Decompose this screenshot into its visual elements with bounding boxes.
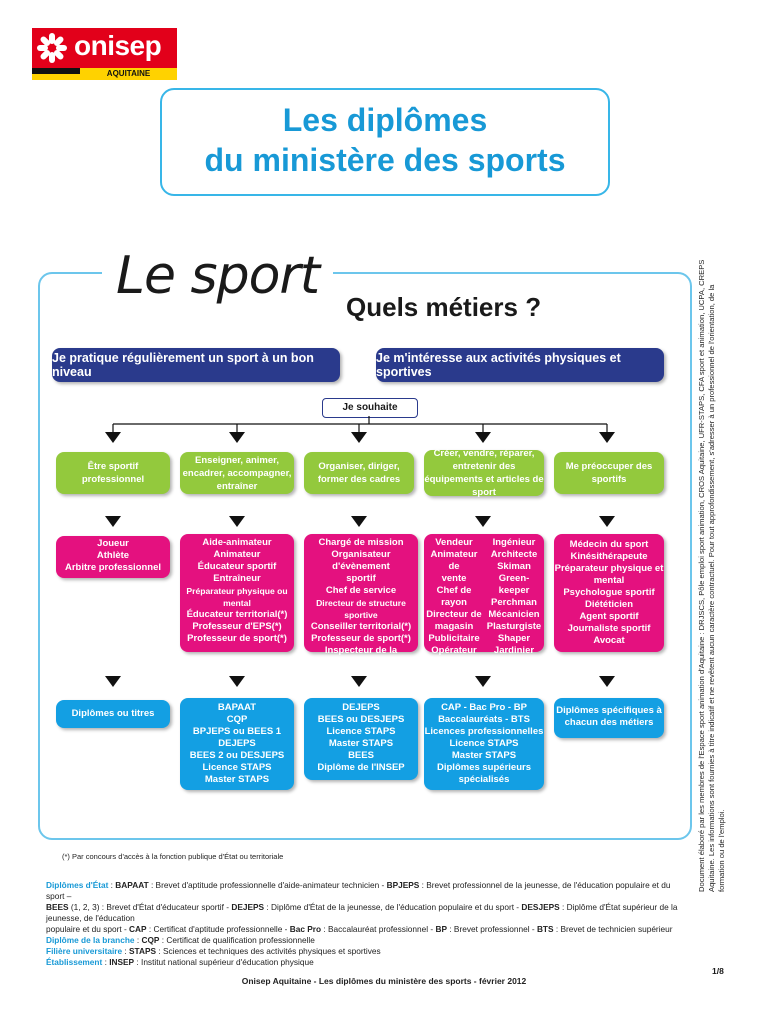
diplomas-equipment [424, 698, 544, 790]
job-item: et des sports(*) [326, 669, 396, 680]
connector-lines [0, 0, 768, 460]
logo-region: AQUITAINE [106, 69, 151, 78]
job-item: Directeur de structure sportive [316, 598, 406, 620]
arrow-down-icon [105, 432, 121, 443]
glossary-term: STAPS [129, 946, 157, 956]
glossary-term: BTS [536, 924, 554, 934]
glossary-def: : Certificat de qualification professionnelle [159, 935, 315, 945]
arrow-down-icon [599, 432, 615, 443]
arrow-down-icon [229, 676, 245, 687]
glossary-sep: : [134, 935, 142, 945]
job-item: Skiman [497, 561, 531, 572]
diploma-item: Diplôme de l'INSEP [317, 762, 405, 773]
goal-teach-coach: Enseigner, animer, encadrer, accompagner, entraîner [180, 452, 294, 494]
arrow-down-icon [351, 432, 367, 443]
diplomas-specific [554, 698, 664, 738]
job-item: Organisateur d'évènement [331, 549, 391, 572]
glossary-term: BEES [46, 902, 69, 912]
glossary-term: BPJEPS [386, 880, 420, 890]
job-item: Plasturgiste [486, 621, 542, 632]
diploma-item: Diplômes supérieurs [437, 762, 531, 773]
diploma-item: chacun des métiers [564, 717, 654, 728]
glossary-def: : Brevet d'aptitude professionnelle d'aide-animateur technicien - [148, 880, 387, 890]
glossary-def: : Institut national supérieur d'éducation physique [134, 957, 314, 967]
glossary-def: : Baccalauréat professionnel - [321, 924, 436, 934]
job-item: Green-keeper [498, 573, 530, 596]
diploma-item: BAPAAT [217, 702, 257, 713]
glossary-term: DESJEPS [521, 902, 560, 912]
job-item: Shaper [497, 633, 531, 644]
job-item: Chef de service [325, 585, 397, 596]
job-item: Préparateur physique ou mental [186, 586, 288, 608]
goal-pro-athlete: Être sportif professionnel [56, 452, 170, 494]
job-item: Chargé de mission [318, 537, 404, 548]
glossary-term: Bac Pro [289, 924, 322, 934]
job-item: Chef de rayon [436, 585, 472, 608]
goal-care-athletes: Me préoccuper des sportifs [554, 452, 664, 494]
diploma-item: DEJEPS [218, 738, 256, 749]
job-item: Journaliste sportif [567, 623, 651, 634]
job-item: Diététicien [584, 599, 634, 610]
diploma-item: Master STAPS [328, 738, 394, 749]
page-footer: Onisep Aquitaine - Les diplômes du ministère des sports - février 2012 [241, 976, 527, 986]
job-item: Ingénieur [492, 537, 536, 548]
page-number: 1/8 [712, 966, 724, 976]
job-item: Architecte [490, 549, 538, 560]
arrow-down-icon [599, 676, 615, 687]
job-item: Vendeur [435, 537, 473, 548]
diplomas-management [304, 698, 418, 780]
job-item: Entraîneur [213, 573, 261, 584]
goal-organize-manage: Organiser, diriger, former des cadres [304, 452, 414, 494]
glossary-term: BAPAAT [115, 880, 149, 890]
glossary-def: : Brevet professionnel de la jeunesse, de l'éducation populaire et du sport – [46, 880, 671, 901]
diploma-item: BEES 2 ou DESJEPS [189, 750, 285, 761]
job-item: Professeur de sport(*) [311, 633, 411, 644]
job-item: Kinésithérapeute [570, 551, 648, 562]
job-item: mental [593, 575, 625, 586]
wish-label: Je souhaite [322, 398, 418, 418]
job-item: Conseiller territorial(*) [310, 621, 412, 632]
path-practice-sport: Je pratique régulièrement un sport à un bon niveau [52, 348, 340, 382]
jobs-list-teaching [180, 534, 294, 652]
diploma-item: spécialisés [458, 774, 510, 785]
job-item: Publicitaire [428, 633, 480, 644]
arrow-down-icon [229, 516, 245, 527]
arrow-down-icon [475, 676, 491, 687]
job-item: Préparateur physique et [554, 563, 664, 574]
glossary-def: : Diplôme d'État de la jeunesse, de l'éducation populaire et du sport - [264, 902, 522, 912]
diploma-item: DEJEPS [342, 702, 380, 713]
diploma-item: BEES [348, 750, 374, 761]
job-item: Agent sportif [579, 611, 639, 622]
diploma-item: BEES ou DESJEPS [317, 714, 405, 725]
job-item: Éducateur sportif [197, 561, 277, 572]
job-item: Professeur de sport(*) [187, 633, 287, 644]
diploma-item: Licence STAPS [202, 762, 272, 773]
diploma-item: BPJEPS ou BEES 1 [192, 726, 282, 737]
job-item: Animateur de [430, 549, 478, 572]
arrow-down-icon [229, 432, 245, 443]
job-item: vente [441, 573, 467, 584]
job-item: Éducateur territorial(*) [186, 609, 288, 620]
jobs-list-equipment [424, 534, 544, 668]
arrow-down-icon [475, 516, 491, 527]
glossary-term: CAP [129, 924, 147, 934]
logo-brand: onisep [74, 30, 162, 61]
glossary-sep: : [122, 946, 130, 956]
job-item: Aide-animateur [202, 537, 272, 548]
job-item: sportif [346, 573, 376, 584]
job-item: Jardinier [493, 645, 535, 656]
jobs-list-athlete [56, 536, 170, 578]
glossary [46, 880, 682, 968]
glossary-term: INSEP [109, 957, 135, 967]
job-item: Avocat [593, 635, 625, 646]
diploma-item: CAP - Bac Pro - BP [441, 702, 527, 713]
glossary-sep: : [108, 880, 116, 890]
job-item: Professeur d'EPS(*) [192, 621, 282, 632]
job-item: Perchman [491, 597, 537, 608]
side-note: Document élaboré par les membres de l'Espace sport animation d'Aquitaine : DRJSCS, Pôle emploi sport animation, CROS Aquitaine, UFR-STAPS, CFA sport et animation, UCPA, CREPS Aquitaine. Les informations sont fournies à titre indicatif et ne revêtent aucun caractère contractuel. Pour tout approfondissement, s'adresser à un professionnel de l'orientation, de la formation ou de l'emploi. [697, 259, 726, 892]
diploma-item: Diplômes ou titres fédéraux [71, 708, 155, 747]
job-item: magasin [434, 621, 474, 632]
diploma-item: CQP [226, 714, 248, 725]
job-item: Joueur [97, 538, 129, 549]
diplomas-teaching [180, 698, 294, 790]
glossary-term: BP [435, 924, 447, 934]
diploma-item: Licence STAPS [326, 726, 396, 737]
diploma-item: Master STAPS [204, 774, 270, 785]
arrow-down-icon [475, 432, 491, 443]
section-heading: Le sport [102, 246, 333, 306]
goal-equipment: Créer, vendre, réparer, entretenir des équipements et articles de sport [424, 448, 544, 498]
arrow-down-icon [105, 676, 121, 687]
job-item: Inspecteur de la jeunesse [324, 645, 398, 668]
glossary-term: DEJEPS [231, 902, 265, 912]
glossary-def: (1, 2, 3) : Brevet d'État d'éducateur sportif - [68, 902, 232, 912]
title-line-2: du ministère des sports [204, 142, 566, 178]
diploma-item: Licence STAPS [449, 738, 519, 749]
job-item: Directeur de [426, 609, 482, 620]
arrow-down-icon [351, 676, 367, 687]
glossary-def: : Diplôme d'État supérieur de la jeunesse, de l'éducation [46, 902, 678, 923]
job-item: Arbitre professionnel [64, 562, 162, 573]
glossary-def: : Sciences et techniques des activités physiques et sportives [156, 946, 381, 956]
diploma-item: Licences professionnelles [424, 726, 544, 737]
arrow-down-icon [351, 516, 367, 527]
job-item: Médecin du sport [569, 539, 649, 550]
diploma-item: Diplômes spécifiques à [556, 705, 662, 716]
glossary-def: : Brevet de technicien supérieur [553, 924, 673, 934]
title-line-1: Les diplômes [282, 102, 488, 138]
job-item: Mécanicien [488, 609, 540, 620]
glossary-label: Filière universitaire [46, 946, 123, 956]
glossary-def: : Brevet professionnel - [447, 924, 537, 934]
diploma-item: Master STAPS [451, 750, 517, 761]
job-item: Athlète [96, 550, 130, 561]
job-item: Opérateur [431, 645, 477, 656]
glossary-def: : Certificat d'aptitude professionnelle - [146, 924, 290, 934]
glossary-label: Établissement [46, 957, 103, 967]
glossary-sep: : [102, 957, 110, 967]
arrow-down-icon [105, 516, 121, 527]
glossary-label: Diplômes d'État [46, 880, 109, 890]
jobs-list-care [554, 534, 664, 652]
path-interest-activities: Je m'intéresse aux activités physiques et sportives [376, 348, 664, 382]
diplomas-federal [56, 700, 170, 747]
diploma-item: Baccalauréats - BTS [438, 714, 530, 725]
footnote: (*) Par concours d'accès à la fonction publique d'État ou territoriale [62, 852, 284, 861]
job-item: Psychologue sportif [563, 587, 655, 598]
job-item: Animateur [213, 549, 261, 560]
glossary-label: Diplôme de la branche [46, 935, 135, 945]
arrow-down-icon [599, 516, 615, 527]
jobs-list-management [304, 534, 418, 680]
job-item: territorial(*) [428, 657, 480, 668]
section-subheading: Quels métiers ? [346, 292, 542, 322]
glossary-term: CQP [141, 935, 160, 945]
glossary-def: populaire et du sport - [46, 924, 130, 934]
